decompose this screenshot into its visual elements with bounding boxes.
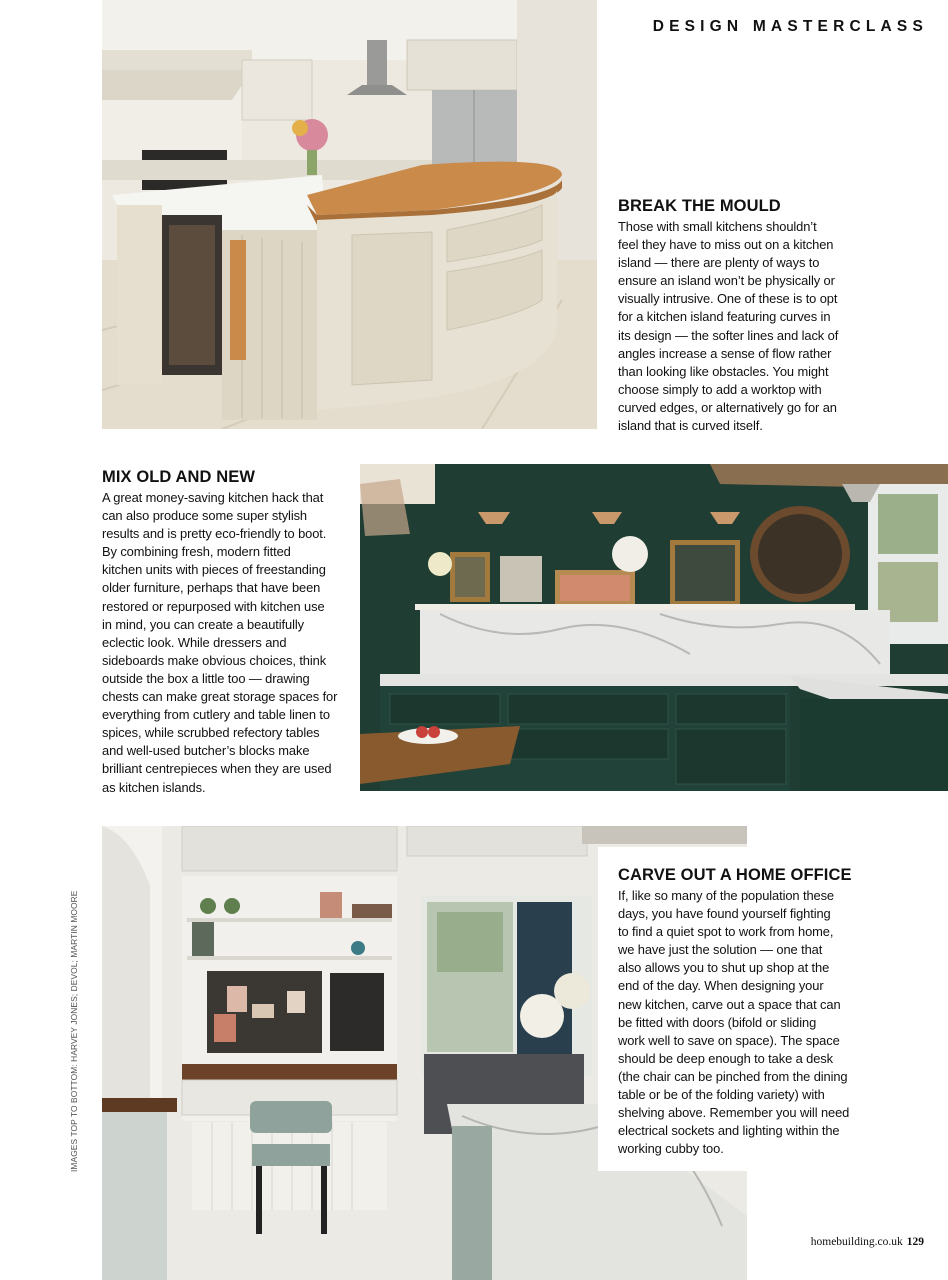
page-footer [811,1236,924,1248]
text-line: A great money-saving kitchen hack that [102,490,324,505]
photo-green-kitchen [360,464,948,791]
text-line: kitchen units with pieces of freestanding [102,562,326,578]
text-line: outside the box a little too — drawing [102,670,310,686]
text-line: visually intrusive. One of these is to opt [618,291,838,307]
text-line: (the chair can be pinched from the dining [618,1068,848,1084]
body-mix-old-and-new [102,489,352,797]
text-line: island — there are plenty of ways to [618,255,820,271]
photo-green-kitchen-image [360,464,948,791]
text-line: as kitchen islands. [102,779,206,795]
text-line: sideboards make obvious choices, think [102,652,327,668]
text-line: in mind, you can create a beautifully [102,616,304,632]
heading-break-the-mould: BREAK THE MOULD [618,197,781,215]
text-line: brilliant centrepieces when they are used [102,761,332,777]
text-line: ensure an island won’t be physically or [618,273,835,289]
text-line: and well-used butcher’s blocks make [102,743,310,759]
text-line: shelving above. Remember you will need [618,1105,850,1121]
article-break-the-mould [618,196,918,435]
text-line: than looking like obstacles. You might [618,363,829,379]
text-line: choose simply to add a worktop with [618,381,822,397]
text-line: island that is curved itself. [618,418,763,434]
text-line: everything from cutlery and table linen to [102,707,330,723]
photo-curved-island-image [102,0,597,429]
text-line: restored or repurposed with kitchen use [102,598,325,614]
text-line: curved edges, or alternatively go for an [618,399,837,415]
text-line: Those with small kitchens shouldn’t [618,219,817,234]
text-line: new kitchen, carve out a space that can [618,996,841,1012]
text-line: its design — the softer lines and lack of [618,327,839,343]
body-carve-out-a-home-office [618,887,908,1158]
article-mix-old-and-new [102,467,352,797]
text-line: can also produce some super stylish [102,508,308,524]
text-line: working cubby too. [618,1141,724,1157]
text-line: By combining fresh, modern fitted [102,544,291,560]
text-line: should be deep enough to take a desk [618,1050,833,1066]
photo-credit: IMAGES TOP TO BOTTOM: HARVEY JONES; DEVOL; MARTIN MOORE [69,890,79,1172]
text-line: work well to save on space). The space [618,1032,840,1048]
text-line: older furniture, perhaps that have been [102,580,321,596]
text-line: table or be of the folding variety) with [618,1087,825,1103]
photo-curved-island-kitchen [102,0,597,429]
text-line: electrical sockets and lighting within the [618,1123,840,1139]
text-line: we have just the solution — one that [618,942,823,958]
text-line: days, you have found yourself fighting [618,906,831,922]
text-line: feel they have to miss out on a kitchen [618,237,834,253]
text-line: for a kitchen island featuring curves in [618,309,831,325]
text-line: spices, while scrubbed refectory tables [102,725,320,741]
text-line: angles increase a sense of flow rather [618,345,832,361]
page-number: 129 [906,1236,924,1248]
text-line: eclectic look. While dressers and [102,634,287,650]
text-line: If, like so many of the population these [618,888,834,903]
heading-carve-out-a-home-office: CARVE OUT A HOME OFFICE [618,866,852,884]
section-label: DESIGN MASTERCLASS [652,18,928,35]
heading-mix-old-and-new: MIX OLD AND NEW [102,468,256,486]
text-line: be fitted with doors (bifold or sliding [618,1014,817,1030]
website-url[interactable]: homebuilding.co.uk [810,1236,903,1248]
text-line: to find a quiet spot to work from home, [618,924,834,940]
text-line: results and is pretty eco-friendly to boot. [102,526,327,542]
article-carve-out-a-home-office [618,865,908,1158]
text-line: end of the day. When designing your [618,978,824,994]
text-line: chests can make great storage spaces for [102,689,338,705]
body-break-the-mould [618,218,918,435]
text-line: also allows you to shut up shop at the [618,960,830,976]
